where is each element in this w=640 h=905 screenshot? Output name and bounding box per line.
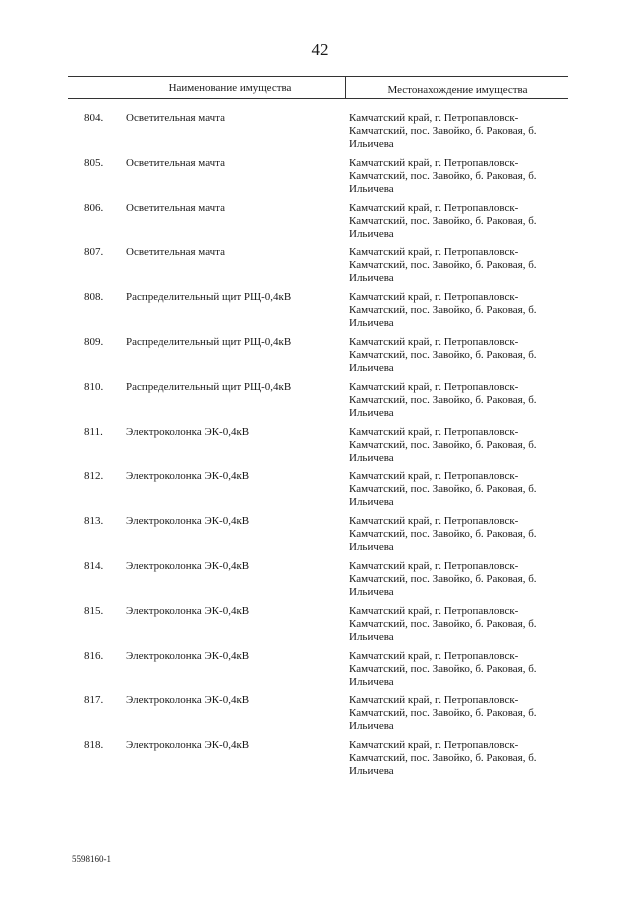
- property-location: Камчатский край, г. Петропавловск-Камчатский, пос. Завойко, б. Раковая, б. Ильичева: [349, 559, 537, 598]
- property-name: Электроколонка ЭК-0,4кВ: [126, 694, 250, 707]
- property-location: Камчатский край, г. Петропавловск-Камчатский, пос. Завойко, б. Раковая, б. Ильичева: [349, 425, 537, 464]
- row-number: 817.: [84, 694, 104, 707]
- row-number: 813.: [84, 515, 104, 528]
- table-row: [0, 202, 640, 247]
- table-row: [0, 426, 640, 471]
- row-number: 815.: [84, 604, 104, 617]
- document-code: 5598160-1: [72, 854, 111, 864]
- property-location: Камчатский край, г. Петропавловск-Камчатский, пос. Завойко, б. Раковая, б. Ильичева: [349, 380, 537, 419]
- column-header-location: Местонахождение имущества: [387, 84, 528, 96]
- table-header-bottom-rule: [68, 98, 568, 99]
- property-name: Электроколонка ЭК-0,4кВ: [126, 604, 250, 617]
- row-number: 816.: [84, 649, 104, 662]
- property-name: Электроколонка ЭК-0,4кВ: [126, 649, 250, 662]
- table-row: [0, 291, 640, 336]
- property-location: Камчатский край, г. Петропавловск-Камчатский, пос. Завойко, б. Раковая, б. Ильичева: [349, 201, 537, 240]
- column-header-name: Наименование имущества: [168, 82, 292, 94]
- row-number: 806.: [84, 201, 104, 214]
- property-location: Камчатский край, г. Петропавловск-Камчатский, пос. Завойко, б. Раковая, б. Ильичева: [349, 156, 537, 195]
- page-number: 42: [311, 40, 329, 59]
- table-row: [0, 470, 640, 515]
- row-number: 812.: [84, 470, 104, 483]
- property-name: Распределительный щит РЩ-0,4кВ: [126, 380, 292, 393]
- table-row: [0, 605, 640, 650]
- property-name: Распределительный щит РЩ-0,4кВ: [126, 335, 292, 348]
- property-location: Камчатский край, г. Петропавловск-Камчатский, пос. Завойко, б. Раковая, б. Ильичева: [349, 515, 537, 554]
- row-number: 814.: [84, 559, 104, 572]
- row-number: 809.: [84, 335, 104, 348]
- table-row: [0, 157, 640, 202]
- table-row: [0, 515, 640, 560]
- property-name: Распределительный щит РЩ-0,4кВ: [126, 291, 292, 304]
- property-location: Камчатский край, г. Петропавловск-Камчатский, пос. Завойко, б. Раковая, б. Ильичева: [349, 649, 537, 688]
- row-number: 804.: [84, 112, 104, 124]
- property-location: Камчатский край, г. Петропавловск-Камчатский, пос. Завойко, б. Раковая, б. Ильичева: [349, 112, 537, 150]
- property-location: Камчатский край, г. Петропавловск-Камчатский, пос. Завойко, б. Раковая, б. Ильичева: [349, 604, 537, 643]
- property-name: Осветительная мачта: [126, 201, 225, 214]
- row-number: 818.: [84, 739, 104, 752]
- property-name: Осветительная мачта: [126, 156, 225, 169]
- table-row: [0, 246, 640, 291]
- table-header-divider: [345, 77, 346, 98]
- property-name: Осветительная мачта: [126, 112, 225, 124]
- row-number: 808.: [84, 291, 104, 304]
- table-row: [0, 336, 640, 381]
- property-name: Электроколонка ЭК-0,4кВ: [126, 559, 250, 572]
- row-number: 805.: [84, 156, 104, 169]
- property-location: Камчатский край, г. Петропавловск-Камчатский, пос. Завойко, б. Раковая, б. Ильичева: [349, 291, 537, 330]
- row-number: 807.: [84, 246, 104, 259]
- property-location: Камчатский край, г. Петропавловск-Камчатский, пос. Завойко, б. Раковая, б. Ильичева: [349, 246, 537, 285]
- property-name: Осветительная мачта: [126, 246, 225, 259]
- table-row: [0, 650, 640, 695]
- property-location: Камчатский край, г. Петропавловск-Камчатский, пос. Завойко, б. Раковая, б. Ильичева: [349, 470, 537, 509]
- row-number: 811.: [84, 425, 103, 438]
- property-location: Камчатский край, г. Петропавловск-Камчатский, пос. Завойко, б. Раковая, б. Ильичева: [349, 739, 537, 778]
- table-row: [0, 560, 640, 605]
- property-location: Камчатский край, г. Петропавловск-Камчатский, пос. Завойко, б. Раковая, б. Ильичева: [349, 694, 537, 733]
- table-row: [0, 112, 640, 157]
- table-row: [0, 381, 640, 426]
- property-location: Камчатский край, г. Петропавловск-Камчатский, пос. Завойко, б. Раковая, б. Ильичева: [349, 335, 537, 374]
- table-row: [0, 694, 640, 739]
- table-header-top-rule: [68, 76, 568, 77]
- table-row: [0, 739, 640, 784]
- row-number: 810.: [84, 380, 104, 393]
- property-table-body: [0, 112, 640, 784]
- property-name: Электроколонка ЭК-0,4кВ: [126, 739, 250, 752]
- property-name: Электроколонка ЭК-0,4кВ: [126, 515, 250, 528]
- property-name: Электроколонка ЭК-0,4кВ: [126, 470, 250, 483]
- property-name: Электроколонка ЭК-0,4кВ: [126, 425, 250, 438]
